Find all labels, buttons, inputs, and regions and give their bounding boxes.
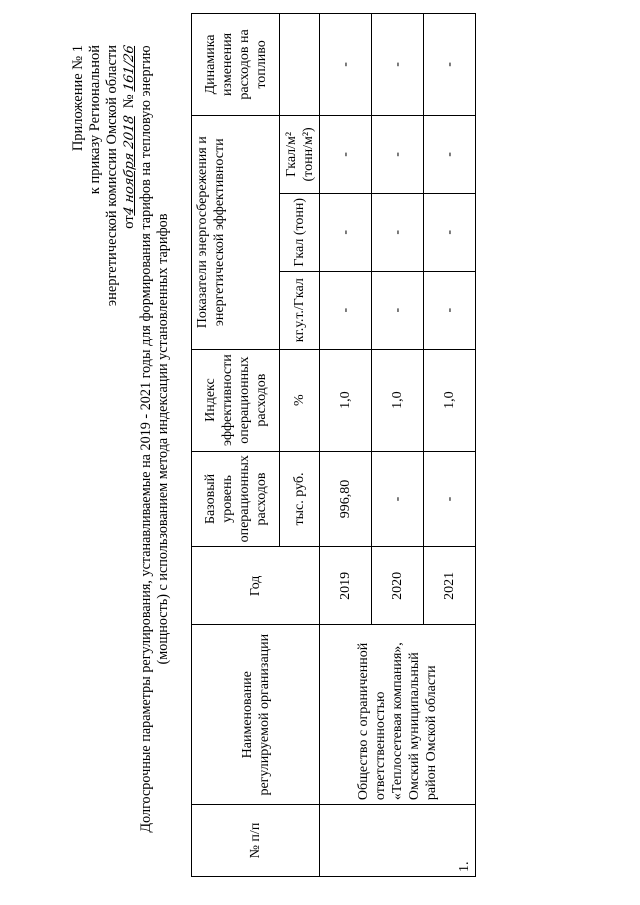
handwritten-date: 4 ноября 2018 xyxy=(122,114,137,217)
unit-index: % xyxy=(280,349,320,451)
header-index: Индекс эффективности операционных расходов xyxy=(192,349,280,451)
unit-base: тыс. руб. xyxy=(280,451,320,547)
parameters-table xyxy=(191,13,476,877)
header-no: № п/п xyxy=(192,805,320,877)
row-dynamics: - xyxy=(372,14,424,116)
row-e2: - xyxy=(320,193,372,271)
row-e1: - xyxy=(320,271,372,349)
row-year: 2021 xyxy=(424,547,476,625)
handwritten-number: 161/26 xyxy=(122,43,137,92)
row-dynamics: - xyxy=(424,14,476,116)
unit-e2: Гкал (тонн) xyxy=(280,193,320,271)
org-number: 1. xyxy=(320,805,476,877)
header-name: Наименование регулируемой организации xyxy=(192,625,320,805)
appendix-line-1: Приложение № 1 xyxy=(70,45,86,152)
from-label: от xyxy=(121,215,137,229)
row-e3: - xyxy=(424,115,476,193)
row-base: - xyxy=(372,451,424,547)
header-energy: Показатели энергосбережения и энергетической эффективности xyxy=(192,115,280,349)
org-name: Общество с ограниченной ответственностью «Теплосетевая компания», Омский муниципальный район Омской области xyxy=(320,625,476,805)
header-year: Год xyxy=(192,547,320,625)
row-e3: - xyxy=(320,115,372,193)
row-index: 1,0 xyxy=(320,349,372,451)
header-dynamics: Динамика изменения расходов на топливо xyxy=(192,14,280,116)
row-e1: - xyxy=(424,271,476,349)
document-title: Долгосрочные параметры регулирования, устанавливаемые на 2019 - 2021 годы для формирования тарифов на тепловую энергию (мощность) с использованием метода индексации установленных тарифов xyxy=(138,45,171,833)
header-row xyxy=(192,14,280,877)
row-e3: - xyxy=(372,115,424,193)
table-row xyxy=(320,14,372,877)
number-label: № xyxy=(121,94,137,109)
row-year: 2019 xyxy=(320,547,372,625)
row-e2: - xyxy=(372,193,424,271)
row-base: - xyxy=(424,451,476,547)
appendix-block xyxy=(70,45,138,425)
appendix-line-2: к приказу Региональной xyxy=(87,45,103,195)
header-base: Базовый уровень операционных расходов xyxy=(192,451,280,547)
row-e2: - xyxy=(424,193,476,271)
row-dynamics: - xyxy=(320,14,372,116)
row-e1: - xyxy=(372,271,424,349)
unit-e3: Гкал/м² (тонн/м²) xyxy=(280,115,320,193)
row-year: 2020 xyxy=(372,547,424,625)
row-index: 1,0 xyxy=(424,349,476,451)
appendix-line-3: энергетической комиссии Омской области xyxy=(104,45,120,307)
unit-e1: кг.у.т./Гкал xyxy=(280,271,320,349)
row-base: 996,80 xyxy=(320,451,372,547)
unit-dynamics xyxy=(280,14,320,116)
appendix-date-line xyxy=(121,45,138,425)
row-index: 1,0 xyxy=(372,349,424,451)
